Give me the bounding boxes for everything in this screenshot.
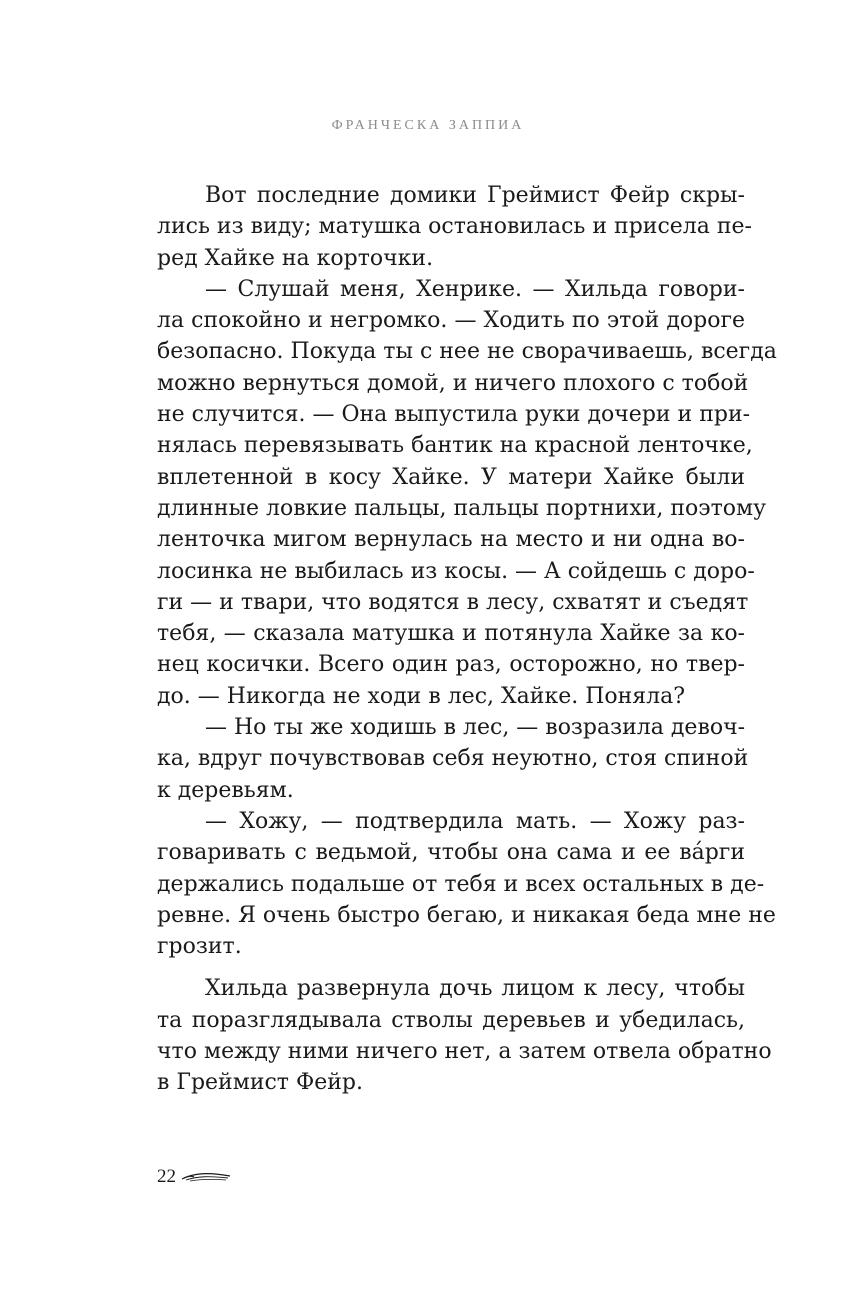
text-line: ла спокойно и негромко. — Ходить по этой дороге <box>157 308 745 334</box>
text-line: вплетенной в косу Хайке. У матери Хайке были <box>157 464 745 490</box>
text-line: — Хожу, — подтвердила мать. — Хожу раз- <box>205 808 745 834</box>
text-line: — Слушай меня, Хенрике. — Хильда говори- <box>205 276 745 302</box>
running-head: ФРАНЧЕСКА ЗАППИА <box>331 118 525 133</box>
text-line: Хильда развернула дочь лицом к лесу, чтобы <box>205 976 745 1002</box>
text-line: безопасно. Покуда ты с нее не сворачиваешь, всегда <box>157 339 777 365</box>
body-text <box>157 180 777 1099</box>
text-line: можно вернуться домой, и ничего плохого с тобой <box>157 370 749 396</box>
text-line: говаривать с ведьмой, чтобы она сама и ее ва́рги <box>157 840 745 866</box>
swash-ornament-icon <box>180 1170 232 1184</box>
text-line: лосинка не выбилась из косы. — А сойдешь с доро- <box>157 558 755 584</box>
text-line: к деревьям. <box>157 777 294 803</box>
text-line: нец косички. Всего один раз, осторожно, но твер- <box>157 652 745 678</box>
text-line: тебя, — сказала матушка и потянула Хайке за ко- <box>157 621 745 647</box>
page-number: 22 <box>157 1166 176 1187</box>
text-line: — Но ты же ходишь в лес, — возразила девоч- <box>205 715 746 741</box>
text-line: не случится. — Она выпустила руки дочери и при- <box>157 402 751 428</box>
text-line: в Греймист Фейр. <box>157 1070 363 1096</box>
text-line: та поразглядывала стволы деревьев и убедилась, <box>157 1007 745 1033</box>
text-line: ревне. Я очень быстро бегаю, и никакая беда мне не <box>157 902 776 928</box>
text-line: ги — и твари, что водятся в лесу, схватят и съедят <box>157 589 749 615</box>
text-line: длинные ловкие пальцы, пальцы портнихи, поэтому <box>157 495 767 521</box>
text-line: ка, вдруг почувствовав себя неуютно, стоя спиной <box>157 746 749 772</box>
text-line: ленточка мигом вернулась на место и ни одна во- <box>157 527 745 553</box>
text-line: нялась перевязывать бантик на красной ленточке, <box>157 433 753 459</box>
text-line: лись из виду; матушка остановилась и присела пе- <box>157 214 752 240</box>
page-footer <box>157 1166 232 1188</box>
text-line: ред Хайке на корточки. <box>157 245 434 271</box>
text-line: до. — Никогда не ходи в лес, Хайке. Поняла? <box>157 683 686 709</box>
text-line: Вот последние домики Греймист Фейр скры- <box>205 183 745 208</box>
text-line: что между ними ничего нет, а затем отвела обратно <box>157 1039 772 1065</box>
text-line: держались подальше от тебя и всех остальных в де- <box>157 871 765 897</box>
text-line: грозит. <box>157 934 242 960</box>
